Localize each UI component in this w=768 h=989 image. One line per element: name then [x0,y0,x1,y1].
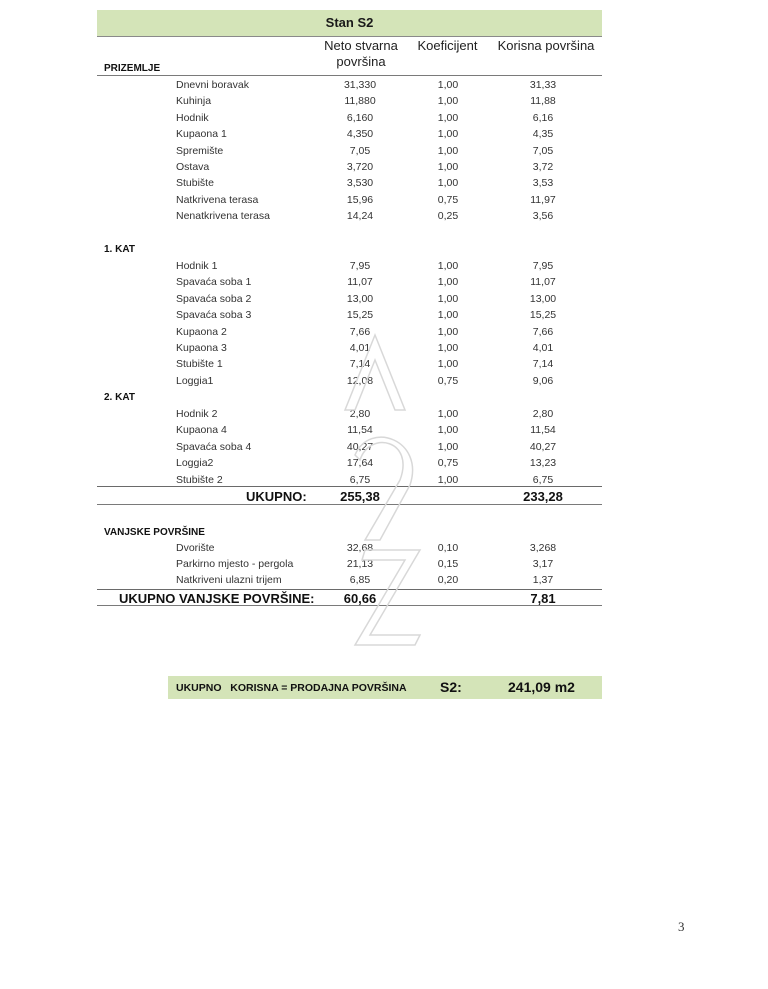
table-row [0,574,768,590]
table-row [0,542,768,558]
table-row [0,177,768,193]
cell-neto: 21,13 [346,558,374,571]
table-row [0,128,768,144]
cell-koef: 1,00 [437,144,459,157]
cell-korisna: 40,27 [529,440,557,453]
cell-neto: 12,08 [346,374,374,387]
table-row [0,161,768,177]
cell-neto: 11,54 [347,424,373,437]
cell-koef: 1,00 [437,358,459,371]
column-header-neto-line2: površina [336,54,386,69]
cell-name: Kupaona 2 [176,325,227,338]
cell-koef: 1,00 [437,260,459,272]
total-divider-top [97,486,602,487]
cell-name: Stubište 1 [176,358,223,371]
table-row [0,145,768,161]
table-row [0,309,768,325]
cell-neto: 6,75 [349,473,371,486]
cell-korisna: 13,00 [529,292,557,305]
cell-neto: 6,85 [349,574,371,587]
cell-koef: 0,10 [437,542,459,554]
table-row [0,210,768,226]
table-row [0,95,768,111]
cell-name: Dvorište [176,542,215,554]
cell-korisna: 3,268 [529,542,557,554]
cell-korisna: 7,95 [532,260,554,272]
grand-total-label: UKUPNO KORISNA = PRODAJNA POVRŠINA [176,682,407,694]
cell-korisna: 11,97 [530,193,556,206]
cell-korisna: 11,54 [530,424,556,437]
cell-neto: 7,95 [349,260,371,272]
cell-name: Nenatkrivena terasa [176,210,270,223]
grand-total-value: 241,09 m2 [508,679,575,695]
cell-neto: 17,64 [346,457,374,470]
cell-korisna: 11,07 [530,276,556,289]
table-row [0,558,768,574]
cell-koef: 1,00 [437,79,459,91]
cell-neto: 3,530 [346,177,374,190]
cell-koef: 1,00 [437,161,459,173]
cell-korisna: 3,17 [532,558,554,571]
table-row [0,326,768,342]
table-row [0,260,768,276]
table-row [0,457,768,473]
cell-name: Hodnik [176,111,209,124]
header-divider [97,75,602,76]
cell-korisna: 13,23 [529,457,557,470]
page-number: 3 [678,919,685,934]
total-divider-bottom [97,504,602,505]
cell-name: Kuhinja [176,95,212,108]
cell-korisna: 7,05 [532,144,554,157]
cell-koef: 1,00 [437,111,459,124]
cell-koef: 1,00 [437,424,459,437]
table-row [0,358,768,374]
cell-korisna: 31,33 [529,79,557,91]
table-row [0,112,768,128]
cell-neto: 32,68 [346,542,374,554]
cell-neto: 2,80 [349,408,371,420]
cell-name: Spremište [176,144,224,157]
cell-koef: 1,00 [437,292,459,305]
cell-koef: 1,00 [437,128,459,141]
cell-name: Spavaća soba 4 [176,440,252,453]
vanjske-total-label: UKUPNO VANJSKE POVRŠINE: [119,591,315,606]
cell-name: Spavaća soba 3 [176,309,252,322]
total-row-vanjske [0,591,768,609]
cell-koef: 1,00 [437,177,459,190]
cell-neto: 11,880 [344,95,376,108]
cell-name: Kupaona 4 [176,424,227,437]
table-title-band [97,10,602,37]
table-row [0,276,768,292]
cell-koef: 1,00 [437,408,459,420]
cell-koef: 0,75 [437,374,459,387]
table-row [0,79,768,95]
total-label: UKUPNO: [246,489,307,504]
cell-name: Spavaća soba 1 [176,276,252,289]
cell-korisna: 6,16 [532,111,554,124]
cell-korisna: 3,53 [532,177,554,190]
cell-koef: 1,00 [437,325,459,338]
table-row [0,424,768,440]
section-label-kat1: 1. KAT [104,244,135,255]
vanjske-divider-top [97,589,602,590]
table-row [0,441,768,457]
cell-korisna: 3,56 [532,210,554,223]
total-neto: 255,38 [340,489,380,504]
cell-koef: 1,00 [437,95,459,108]
section-label-kat2: 2. KAT [104,392,135,403]
cell-koef: 0,75 [437,457,459,470]
table-row [0,293,768,309]
grand-total-code: S2: [440,679,462,695]
cell-name: Hodnik 1 [176,260,218,272]
cell-name: Loggia1 [176,374,214,387]
cell-neto: 13,00 [346,292,374,305]
cell-name: Loggia2 [176,457,214,470]
vanjske-divider-bottom [97,605,602,606]
cell-korisna: 11,88 [530,95,556,108]
cell-neto: 7,14 [349,358,371,371]
table-row [0,408,768,424]
column-header-korisna: Korisna površina [497,38,595,53]
section-label-prizemlje: PRIZEMLJE [104,63,161,74]
cell-name: Natkrivena terasa [176,193,259,206]
cell-korisna: 3,72 [532,161,554,173]
cell-korisna: 7,66 [532,325,554,338]
cell-name: Natkriveni ulazni trijem [176,574,282,587]
cell-koef: 1,00 [437,473,459,486]
cell-neto: 14,24 [346,210,374,223]
table-row [0,375,768,391]
cell-koef: 1,00 [437,440,459,453]
cell-koef: 0,75 [437,193,459,206]
cell-korisna: 4,35 [532,128,554,141]
cell-koef: 0,15 [437,558,459,571]
cell-korisna: 9,06 [532,374,554,387]
cell-neto: 31,330 [343,79,377,91]
total-korisna: 233,28 [523,489,563,504]
cell-neto: 7,05 [349,144,371,157]
cell-neto: 4,350 [346,128,374,141]
cell-koef: 1,00 [437,276,459,289]
cell-korisna: 7,14 [532,358,554,371]
cell-name: Kupaona 3 [176,342,227,354]
cell-neto: 40,27 [346,440,374,453]
cell-neto: 4,01 [349,342,371,354]
cell-name: Dnevni boravak [176,79,249,91]
column-header-koeficijent: Koeficijent [417,38,478,53]
cell-neto: 6,160 [346,111,374,124]
cell-korisna: 2,80 [532,408,554,420]
cell-neto: 15,25 [346,309,374,322]
grand-total-band [168,676,602,699]
cell-name: Stubište [176,177,214,190]
cell-name: Parkirno mjesto - pergola [176,558,294,571]
cell-name: Ostava [176,161,210,173]
vanjske-total-neto: 60,66 [343,591,377,606]
cell-name: Stubište 2 [176,473,223,486]
cell-koef: 1,00 [437,342,459,354]
cell-koef: 0,25 [437,210,459,223]
cell-name: Spavaća soba 2 [176,292,252,305]
cell-name: Hodnik 2 [176,408,218,420]
cell-korisna: 4,01 [532,342,554,354]
cell-korisna: 15,25 [529,309,557,322]
cell-neto: 3,720 [346,161,374,173]
vanjske-total-korisna: 7,81 [530,591,556,606]
cell-korisna: 6,75 [532,473,554,486]
cell-korisna: 1,37 [532,574,554,587]
cell-neto: 11,07 [347,276,373,289]
cell-neto: 7,66 [349,325,371,338]
cell-name: Kupaona 1 [176,128,227,141]
column-header-neto-line1: Neto stvarna [324,38,398,53]
cell-neto: 15,96 [346,193,374,206]
table-title: Stan S2 [325,15,374,30]
section-label-vanjske: VANJSKE POVRŠINE [104,527,205,538]
cell-koef: 0,20 [437,574,459,587]
table-row [0,194,768,210]
column-header-neto [315,38,407,70]
table-row [0,474,768,490]
table-row [0,342,768,358]
cell-koef: 1,00 [437,309,459,322]
